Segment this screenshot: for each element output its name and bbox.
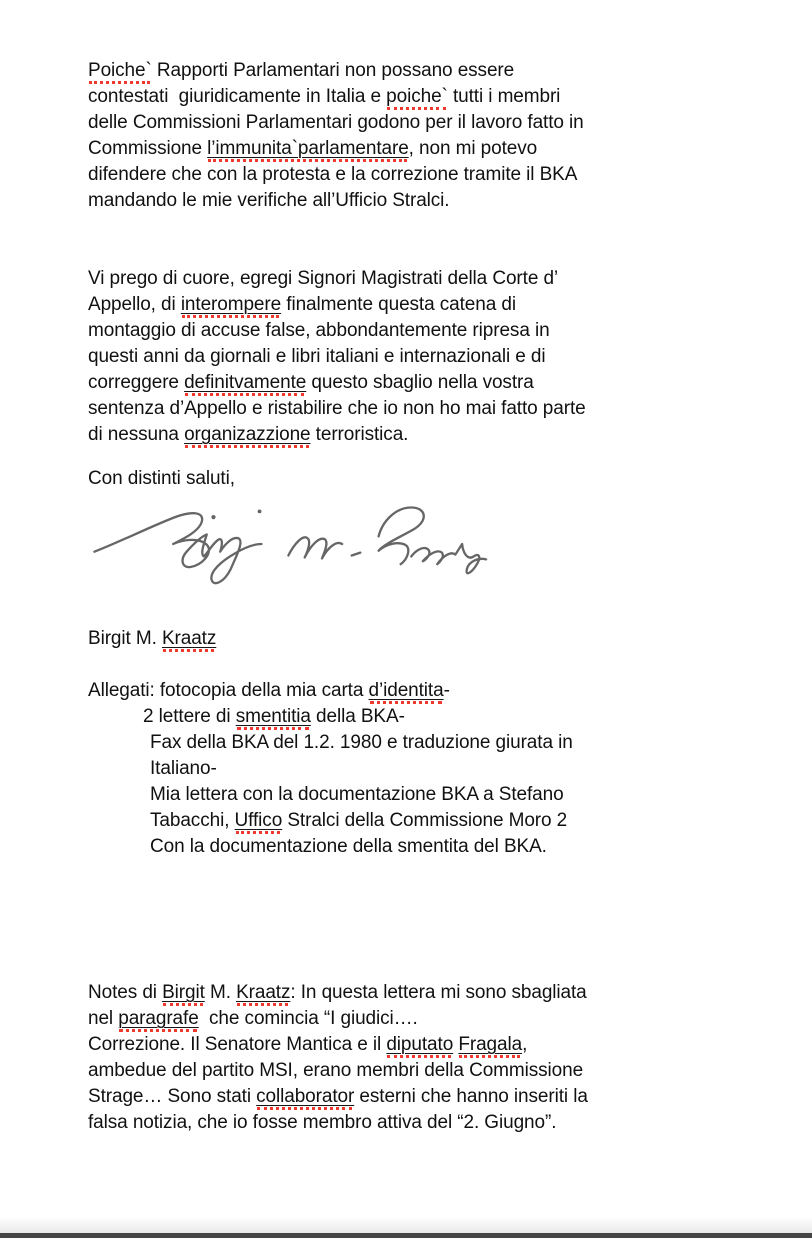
text-line xyxy=(88,188,782,214)
text-segment: Strage… Sono stati xyxy=(88,1086,257,1107)
text-segment: correggere xyxy=(88,372,185,393)
text-line xyxy=(88,678,782,704)
text-line xyxy=(88,834,782,860)
text-segment: di nessuna xyxy=(88,424,185,445)
misspelled-word: Uffico xyxy=(234,810,283,831)
text-segment: esterni che hanno inseriti la xyxy=(354,1086,588,1107)
text-line xyxy=(88,370,782,396)
text-segment: questo sbaglio nella vostra xyxy=(306,372,534,393)
misspelled-word: organizazzione xyxy=(184,424,311,445)
text-line xyxy=(88,1032,782,1058)
text-segment: Con la documentazione della smentita del BKA. xyxy=(150,836,547,857)
misspelled-word: d’identita xyxy=(368,680,444,701)
misspelled-word: Poiche` xyxy=(88,60,152,81)
misspelled-word: interompere xyxy=(180,294,282,315)
letter-content xyxy=(88,58,782,1136)
text-segment: Tabacchi, xyxy=(150,810,235,831)
text-line xyxy=(88,782,782,808)
text-line xyxy=(88,466,782,492)
text-segment: : In questa lettera mi sono sbagliata xyxy=(290,982,587,1003)
misspelled-word: paragrafe xyxy=(118,1008,199,1029)
text-segment: Vi prego di cuore, egregi Signori Magistrati della Corte d’ xyxy=(88,268,559,289)
misspelled-word: collaborator xyxy=(256,1086,355,1107)
text-segment: contestati giuridicamente in Italia e xyxy=(88,86,387,107)
text-segment: sentenza d’Appello e ristabilire che io non ho mai fatto parte xyxy=(88,398,586,419)
text-segment: Mia lettera con la documentazione BKA a Stefano xyxy=(150,784,564,805)
misspelled-word: Birgit xyxy=(162,982,205,1003)
text-segment: , non mi potevo xyxy=(408,138,538,159)
text-line xyxy=(88,1110,782,1136)
misspelled-word: Fragala xyxy=(458,1034,523,1055)
text-segment: mandando le mie verifiche all’Ufficio Stralci. xyxy=(88,190,450,211)
text-line xyxy=(88,704,782,730)
misspelled-word: definitvamente xyxy=(184,372,307,393)
text-segment: falsa notizia, che io fosse membro attiva del “2. Giugno”. xyxy=(88,1112,557,1133)
window-bottom-bar xyxy=(0,1233,812,1238)
misspelled-word: smentitia xyxy=(235,706,311,727)
signature xyxy=(82,496,512,592)
text-segment: M. xyxy=(204,982,237,1003)
text-segment: finalmente questa catena di xyxy=(281,294,516,315)
text-segment: Italiano- xyxy=(150,758,217,779)
text-segment: Commissione xyxy=(88,138,208,159)
text-line xyxy=(88,162,782,188)
text-segment: Correzione. Il Senatore Mantica e il xyxy=(88,1034,387,1055)
text-line xyxy=(88,756,782,782)
misspelled-word: diputato xyxy=(386,1034,454,1055)
text-line xyxy=(88,266,782,292)
text-line xyxy=(88,730,782,756)
text-segment: Con distinti saluti, xyxy=(88,468,235,489)
text-segment: delle Commissioni Parlamentari godono per il lavoro fatto in xyxy=(88,112,584,133)
text-segment: ambedue del partito MSI, erano membri della Commissione xyxy=(88,1060,584,1081)
typed-name xyxy=(88,626,782,652)
text-segment: terroristica. xyxy=(310,424,409,445)
text-line xyxy=(88,1084,782,1110)
attachments-list xyxy=(88,678,782,860)
text-segment: Stralci della Commissione Moro 2 xyxy=(282,810,568,831)
text-line xyxy=(88,808,782,834)
text-line xyxy=(88,318,782,344)
text-segment: tutti i membri xyxy=(447,86,561,107)
text-line xyxy=(88,136,782,162)
text-segment: , xyxy=(522,1034,528,1055)
text-segment: questi anni da giornali e libri italiani e internazionali e di xyxy=(88,346,546,367)
text-segment: della BKA- xyxy=(310,706,405,727)
text-segment: Birgit M. xyxy=(88,628,162,649)
text-segment: Allegati: fotocopia della mia carta xyxy=(88,680,369,701)
misspelled-word: l’immunita`parlamentare xyxy=(207,138,409,159)
paragraph-immunity xyxy=(88,58,782,214)
text-line xyxy=(88,58,782,84)
signature-image xyxy=(82,496,512,592)
text-line xyxy=(88,110,782,136)
text-segment: Rapporti Parlamentari non possano essere xyxy=(151,60,515,81)
text-line xyxy=(88,626,782,652)
text-line xyxy=(88,84,782,110)
text-line xyxy=(88,980,782,1006)
text-line xyxy=(88,292,782,318)
text-segment: 2 lettere di xyxy=(143,706,236,727)
misspelled-word: Kraatz xyxy=(161,628,217,649)
paragraph-plea xyxy=(88,266,782,448)
text-segment: - xyxy=(443,680,450,701)
window-bottom-shade xyxy=(0,1217,812,1233)
text-segment: montaggio di accuse false, abbondantemente ripresa in xyxy=(88,320,550,341)
misspelled-word: Kraatz xyxy=(236,982,291,1003)
text-segment: Notes di xyxy=(88,982,163,1003)
text-line xyxy=(88,1058,782,1084)
text-segment: che comincia “I giudici…. xyxy=(198,1008,418,1029)
text-segment: difendere che con la protesta e la correzione tramite il BKA xyxy=(88,164,578,185)
text-segment: nel xyxy=(88,1008,119,1029)
text-line xyxy=(88,344,782,370)
misspelled-word: poiche` xyxy=(386,86,448,107)
text-line xyxy=(88,396,782,422)
text-line xyxy=(88,1006,782,1032)
closing-salutation xyxy=(88,466,782,492)
text-segment: Fax della BKA del 1.2. 1980 e traduzione giurata in xyxy=(150,732,573,753)
text-line xyxy=(88,422,782,448)
notes-paragraph xyxy=(88,980,782,1136)
text-segment: Appello, di xyxy=(88,294,181,315)
